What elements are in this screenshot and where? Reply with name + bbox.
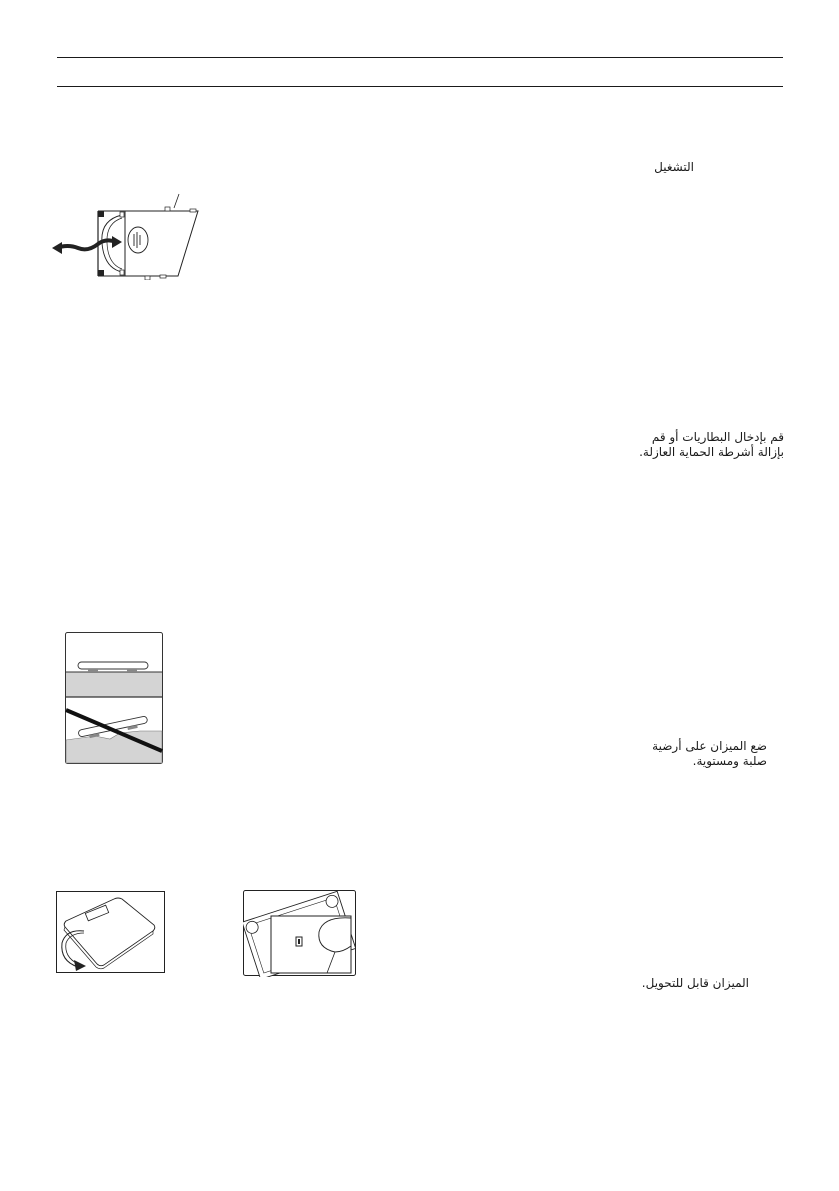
section-text-batteries [639, 430, 784, 460]
battery-terminal-bottom [98, 270, 104, 276]
batteries-line-1: قم بإدخال البطاريات أو قم [651, 430, 784, 444]
battery-terminal-top [98, 211, 104, 217]
level-floor-illustration [65, 632, 163, 765]
batteries-line-2: بإزالة أشرطة الحماية العازلة. [639, 445, 784, 459]
placement-line-2: صلبة ومستوية. [692, 754, 767, 768]
header-rule-top [57, 57, 783, 58]
header-rule-bottom [57, 86, 783, 87]
operation-heading-text: التشغيل [654, 160, 694, 174]
scale-flip-illustration [56, 891, 166, 974]
arrow-left-head [52, 242, 62, 254]
battery-insertion-illustration [50, 190, 210, 280]
scale-underside-switch-illustration [243, 890, 356, 977]
section-heading-operation [654, 160, 694, 175]
section-text-conversion [642, 976, 749, 991]
placement-line-1: ضع الميزان على أرضية [652, 739, 767, 753]
section-text-placement [652, 739, 767, 769]
conversion-line-1: الميزان قابل للتحويل. [641, 976, 749, 990]
arrow-right-head [112, 236, 122, 248]
